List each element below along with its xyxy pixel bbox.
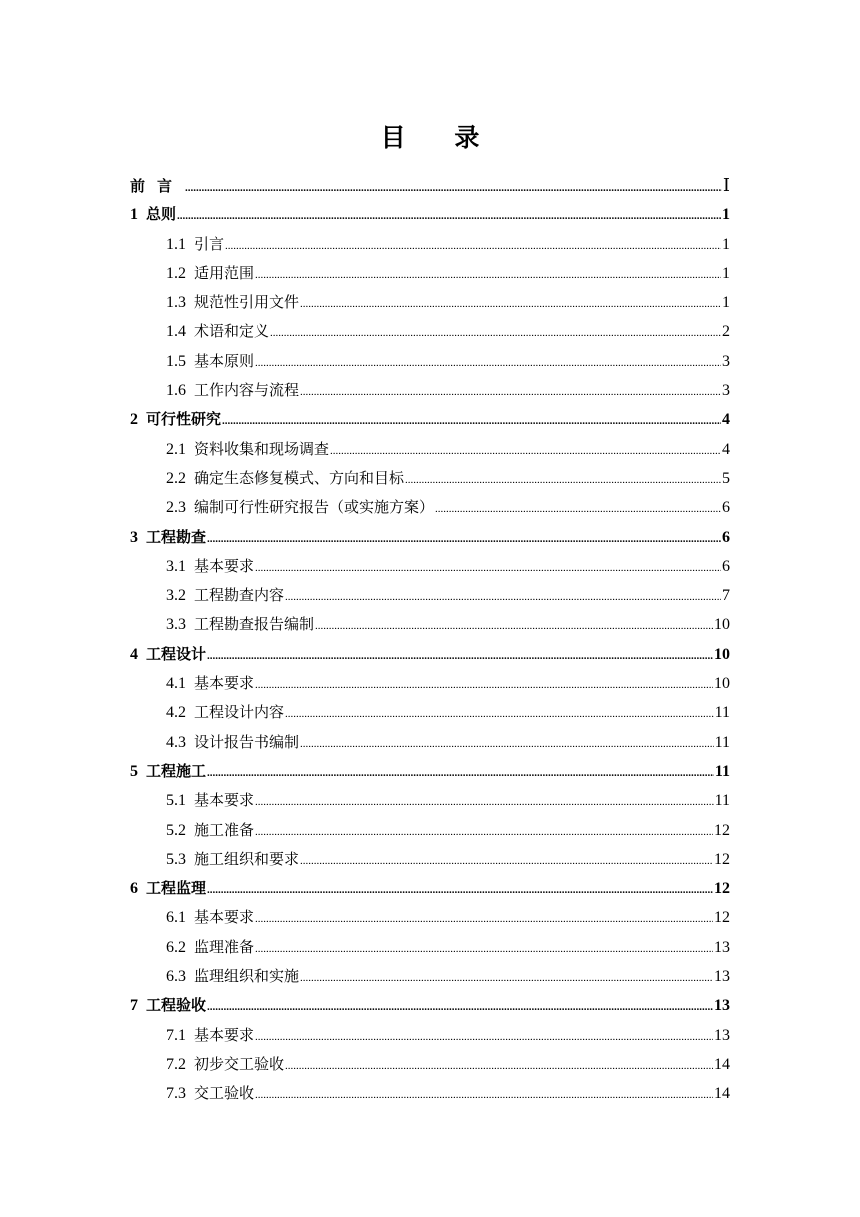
dot-leader [435, 495, 721, 524]
toc-entry-number: 4.3 [166, 733, 186, 751]
toc-chapter-entry[interactable] [130, 200, 730, 229]
toc-entry-number: 1.6 [166, 382, 186, 400]
toc-section-entry[interactable] [130, 816, 730, 845]
toc-entry-number: 6.2 [166, 938, 186, 956]
toc-entry-page-number: 12 [714, 821, 730, 839]
toc-entry-page-number: 3 [722, 352, 730, 370]
toc-entry-label: 确定生态修复模式、方向和目标 [194, 468, 405, 487]
dot-leader [255, 1023, 713, 1052]
toc-entry-number: 6.1 [166, 909, 186, 927]
toc-entry-number: 5.3 [166, 850, 186, 868]
toc-entry-page-number: 12 [714, 850, 730, 868]
toc-entry-page-number: 10 [714, 616, 730, 634]
dot-leader [255, 1081, 713, 1110]
toc-entry-page-number: 10 [714, 645, 730, 663]
toc-section-entry[interactable] [130, 610, 730, 639]
toc-entry-label: 规范性引用文件 [194, 293, 300, 312]
toc-entry-number: 3.2 [166, 587, 186, 605]
toc-chapter-entry[interactable] [130, 757, 730, 786]
toc-section-entry[interactable] [130, 962, 730, 991]
toc-section-entry[interactable] [130, 903, 730, 932]
toc-entry-label: 工程设计内容 [194, 703, 285, 722]
toc-entry-number: 1.1 [166, 235, 186, 253]
toc-section-entry[interactable] [130, 581, 730, 610]
toc-section-entry[interactable] [130, 435, 730, 464]
dot-leader [255, 671, 713, 700]
toc-chapter-entry[interactable] [130, 991, 730, 1020]
toc-entry-label: 施工准备 [194, 820, 255, 839]
toc-chapter-entry[interactable] [130, 523, 730, 552]
toc-section-entry[interactable] [130, 347, 730, 376]
dot-leader [300, 730, 714, 759]
toc-entry-number: 2.3 [166, 499, 186, 517]
toc-entry-label: 基本原则 [194, 351, 255, 370]
toc-entry-page-number: 12 [714, 909, 730, 927]
toc-entry-page-number: 11 [714, 762, 730, 780]
toc-entry-number: 7.1 [166, 1026, 186, 1044]
dot-leader [207, 642, 713, 671]
toc-chapter-entry[interactable] [130, 874, 730, 903]
dot-leader [255, 935, 713, 964]
dot-leader [207, 993, 713, 1022]
toc-section-entry[interactable] [130, 259, 730, 288]
toc-entry-number: 2 [130, 411, 138, 429]
dot-leader [255, 818, 713, 847]
toc-section-entry[interactable] [130, 230, 730, 259]
toc-entry-number: 5.2 [166, 821, 186, 839]
toc-entry-label: 工程设计 [146, 644, 207, 663]
toc-section-entry[interactable] [130, 1021, 730, 1050]
toc-entry-number: 7.2 [166, 1055, 186, 1073]
toc-section-entry[interactable] [130, 552, 730, 581]
toc-entry-page-number: 1 [722, 235, 730, 253]
toc-entry-number: 7 [130, 997, 138, 1015]
toc-entry-number: 1.5 [166, 352, 186, 370]
toc-entry-label: 编制可行性研究报告（或实施方案） [194, 498, 435, 517]
toc-chapter-entry[interactable] [130, 640, 730, 669]
toc-entry-label: 适用范围 [194, 263, 255, 282]
toc-section-entry[interactable] [130, 317, 730, 346]
dot-leader [405, 466, 721, 495]
toc-entry-page-number: 5 [722, 469, 730, 487]
dot-leader [315, 612, 713, 641]
toc-section-entry[interactable] [130, 493, 730, 522]
dot-leader [177, 202, 721, 231]
toc-entry-page-number: 13 [714, 968, 730, 986]
dot-leader [255, 788, 714, 817]
dot-leader [300, 964, 713, 993]
dot-leader [300, 290, 721, 319]
toc-entry-label: 基本要求 [194, 1025, 255, 1044]
toc-section-entry[interactable] [130, 1079, 730, 1108]
toc-entry-label: 交工验收 [194, 1084, 255, 1103]
toc-entry-page-number: 7 [722, 587, 730, 605]
toc-entry-page-number: Ⅰ [722, 175, 730, 196]
toc-entry-label: 设计报告书编制 [194, 732, 300, 751]
toc-entry-page-number: 1 [722, 206, 730, 224]
toc-entry-label: 施工组织和要求 [194, 849, 300, 868]
toc-entry-label: 工程勘查 [146, 527, 207, 546]
toc-entry-number: 1 [130, 206, 138, 224]
toc-entry-label: 工作内容与流程 [194, 381, 300, 400]
dot-leader [207, 759, 714, 788]
toc-title: 目 录 [380, 123, 500, 152]
toc-entry-page-number: 4 [722, 440, 730, 458]
toc-entry-number: 3.3 [166, 616, 186, 634]
dot-leader [270, 319, 721, 348]
dot-leader [225, 232, 721, 261]
toc-section-entry[interactable] [130, 669, 730, 698]
toc-entry-page-number: 3 [722, 382, 730, 400]
toc-entry-label: 工程勘查内容 [194, 586, 285, 605]
toc-entry-page-number: 6 [722, 528, 730, 546]
toc-entry-label: 资料收集和现场调查 [194, 439, 330, 458]
dot-leader [255, 349, 721, 378]
toc-entry-label: 基本要求 [194, 674, 255, 693]
toc-entry-label: 引言 [194, 234, 225, 253]
dot-leader [222, 407, 721, 436]
toc-entry-page-number: 13 [714, 938, 730, 956]
toc-section-entry[interactable] [130, 376, 730, 405]
toc-entry-page-number: 14 [714, 1055, 730, 1073]
toc-entry-number: 1.4 [166, 323, 186, 341]
toc-section-entry[interactable] [130, 786, 730, 815]
dot-leader [300, 847, 713, 876]
toc-entry-page-number: 2 [722, 323, 730, 341]
dot-leader [255, 261, 721, 290]
toc-entry-number: 4.1 [166, 675, 186, 693]
dot-leader [285, 583, 721, 612]
toc-section-entry[interactable] [130, 933, 730, 962]
toc-entry-number: 5.1 [166, 792, 186, 810]
dot-leader [207, 876, 713, 905]
toc-entry-number: 1.2 [166, 264, 186, 282]
toc-chapter-entry[interactable] [130, 171, 730, 200]
toc-entry-label: 可行性研究 [146, 410, 222, 429]
toc-section-entry[interactable] [130, 1050, 730, 1079]
toc-entry-number: 1.3 [166, 294, 186, 312]
toc-entry-label: 监理准备 [194, 937, 255, 956]
toc-entry-number: 3.1 [166, 557, 186, 575]
toc-entry-label: 总则 [146, 205, 177, 224]
toc-entry-number: 6.3 [166, 968, 186, 986]
toc-entry-page-number: 6 [722, 557, 730, 575]
toc-entry-page-number: 11 [714, 733, 730, 751]
toc-entry-number: 2.1 [166, 440, 186, 458]
toc-entry-page-number: 4 [722, 411, 730, 429]
dot-leader [285, 1052, 713, 1081]
toc-entry-page-number: 6 [722, 499, 730, 517]
dot-leader [300, 378, 721, 407]
toc-entry-number: 4.2 [166, 704, 186, 722]
toc-entry-number: 2.2 [166, 469, 186, 487]
dot-leader [207, 525, 721, 554]
toc-entry-page-number: 14 [714, 1085, 730, 1103]
toc-section-entry[interactable] [130, 288, 730, 317]
toc-entry-page-number: 13 [714, 997, 730, 1015]
toc-entry-label: 基本要求 [194, 908, 255, 927]
toc-entry-number: 3 [130, 528, 138, 546]
toc-section-entry[interactable] [130, 698, 730, 727]
toc-entry-number: 4 [130, 645, 138, 663]
toc-entry-page-number: 1 [722, 264, 730, 282]
dot-leader [255, 554, 721, 583]
dot-leader [285, 700, 714, 729]
table-of-contents [130, 171, 730, 1109]
toc-entry-label: 工程施工 [146, 761, 207, 780]
toc-entry-label: 基本要求 [194, 556, 255, 575]
toc-entry-number: 5 [130, 762, 138, 780]
toc-entry-label: 工程监理 [146, 879, 207, 898]
toc-entry-page-number: 11 [714, 704, 730, 722]
toc-entry-label: 术语和定义 [194, 322, 270, 341]
toc-entry-label: 工程勘查报告编制 [194, 615, 315, 634]
toc-section-entry[interactable] [130, 464, 730, 493]
toc-entry-page-number: 12 [714, 880, 730, 898]
dot-leader [185, 174, 722, 203]
toc-entry-page-number: 1 [722, 294, 730, 312]
toc-entry-label: 初步交工验收 [194, 1054, 285, 1073]
toc-entry-label: 前言 [130, 177, 185, 195]
toc-section-entry[interactable] [130, 845, 730, 874]
dot-leader [330, 437, 721, 466]
toc-entry-page-number: 13 [714, 1026, 730, 1044]
toc-entry-page-number: 10 [714, 675, 730, 693]
toc-entry-number: 7.3 [166, 1085, 186, 1103]
toc-entry-page-number: 11 [714, 792, 730, 810]
toc-section-entry[interactable] [130, 728, 730, 757]
toc-entry-label: 监理组织和实施 [194, 967, 300, 986]
toc-entry-label: 基本要求 [194, 791, 255, 810]
dot-leader [255, 905, 713, 934]
toc-chapter-entry[interactable] [130, 405, 730, 434]
toc-entry-label: 工程验收 [146, 996, 207, 1015]
toc-entry-number: 6 [130, 880, 138, 898]
